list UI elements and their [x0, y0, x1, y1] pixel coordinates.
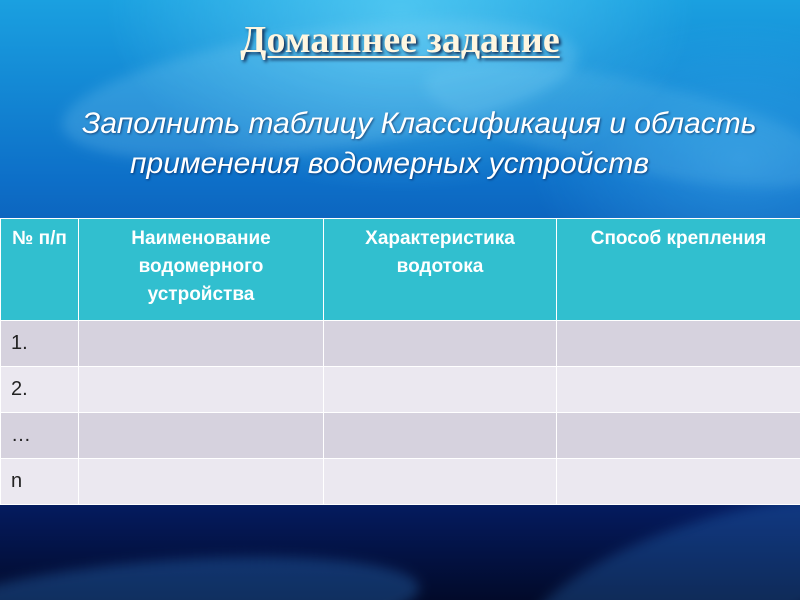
subtitle-text: Заполнить таблицу Классификация и область применения водомерных устройств — [82, 107, 757, 180]
classification-table — [0, 218, 800, 505]
device-name-cell[interactable] — [79, 321, 324, 367]
header-flow-characteristic: Характеристика водотока — [324, 219, 557, 321]
slide-subtitle — [82, 104, 762, 220]
table-row — [1, 367, 800, 413]
slide-title: Домашнее задание — [240, 19, 560, 61]
table-header-row — [1, 219, 800, 321]
row-number-cell: n — [1, 459, 79, 505]
table-row — [1, 459, 800, 505]
mounting-method-cell[interactable] — [557, 413, 800, 459]
device-name-cell[interactable] — [79, 459, 324, 505]
flow-characteristic-cell[interactable] — [324, 459, 557, 505]
device-name-cell[interactable] — [79, 413, 324, 459]
flow-characteristic-cell[interactable] — [324, 321, 557, 367]
flow-characteristic-cell[interactable] — [324, 413, 557, 459]
row-number-cell: 1. — [1, 321, 79, 367]
table-row — [1, 321, 800, 367]
mounting-method-cell[interactable] — [557, 459, 800, 505]
table-row — [1, 413, 800, 459]
row-number-cell: 2. — [1, 367, 79, 413]
header-mounting-method: Способ крепления — [557, 219, 800, 321]
mounting-method-cell[interactable] — [557, 367, 800, 413]
header-device-name: Наименование водомерного устройства — [79, 219, 324, 321]
header-number: № п/п — [1, 219, 79, 321]
device-name-cell[interactable] — [79, 367, 324, 413]
background-light-streak — [0, 543, 423, 600]
row-number-cell: … — [1, 413, 79, 459]
flow-characteristic-cell[interactable] — [324, 367, 557, 413]
mounting-method-cell[interactable] — [557, 321, 800, 367]
